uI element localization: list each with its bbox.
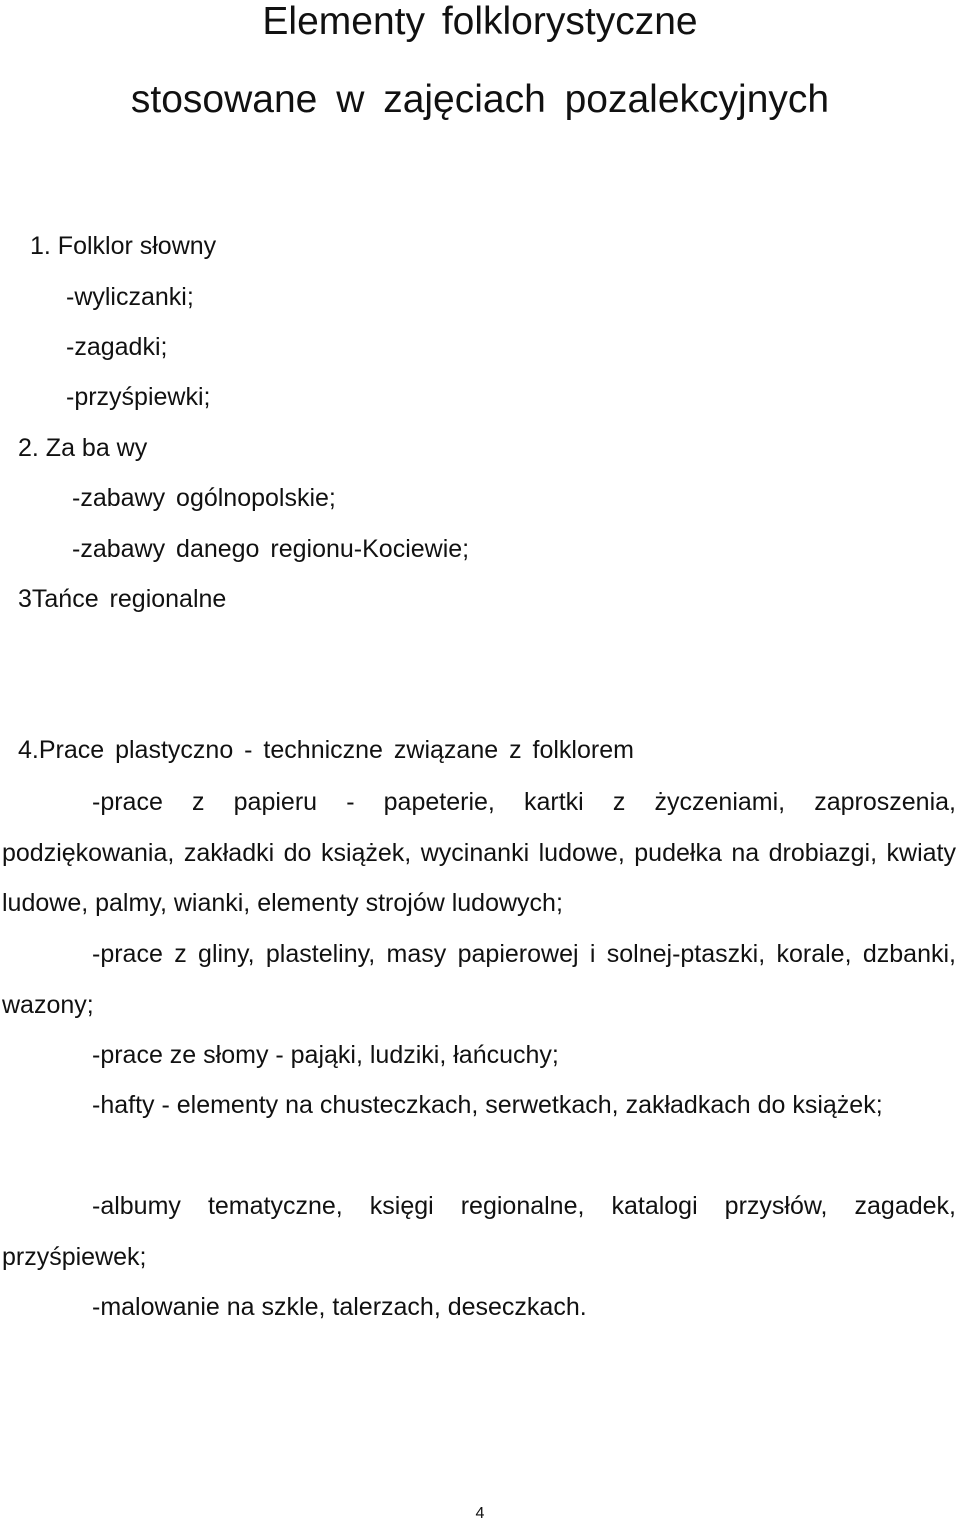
section-heading: 4.Prace plastyczno - techniczne związane z folklorem <box>18 736 634 764</box>
paragraph: -albumy tematyczne, księgi regionalne, katalogi przysłów, zagadek, przyśpiewek; <box>2 1192 956 1271</box>
page-number: 4 <box>475 1505 485 1522</box>
list-item: -zabawy danego regionu-Kociewie; <box>72 535 470 563</box>
paragraph: -malowanie na szkle, talerzach, deseczkach. <box>92 1293 587 1321</box>
section-heading: 1. Folklor słowny <box>30 232 217 260</box>
paragraph: -prace z gliny, plasteliny, masy papierowej i solnej-ptaszki, korale, dzbanki, wazony; <box>2 940 956 1019</box>
list-item: -przyśpiewki; <box>66 383 211 411</box>
paragraph: -prace z papieru - papeterie, kartki z życzeniami, zaproszenia, podziękowania, zakładki do książek, wycinanki ludowe, pudełka na drobiazgi, kwiaty ludowe, palmy, wianki, elementy strojów ludowych; <box>2 788 956 917</box>
list-item: -wyliczanki; <box>66 283 194 311</box>
list-item: -zagadki; <box>66 333 168 361</box>
paragraph: -prace ze słomy - pająki, ludziki, łańcuchy; <box>92 1041 559 1069</box>
list-item: -zabawy ogólnopolskie; <box>72 484 336 512</box>
section-heading: 2. Za ba wy <box>18 434 148 462</box>
paragraph: -hafty - elementy na chusteczkach, serwetkach, zakładkach do książek; <box>92 1091 883 1119</box>
title-line-1: Elementy folklorystyczne <box>262 0 698 43</box>
section-heading: 3Tańce regionalne <box>18 585 227 613</box>
title-line-2: stosowane w zajęciach pozalekcyjnych <box>130 78 830 121</box>
